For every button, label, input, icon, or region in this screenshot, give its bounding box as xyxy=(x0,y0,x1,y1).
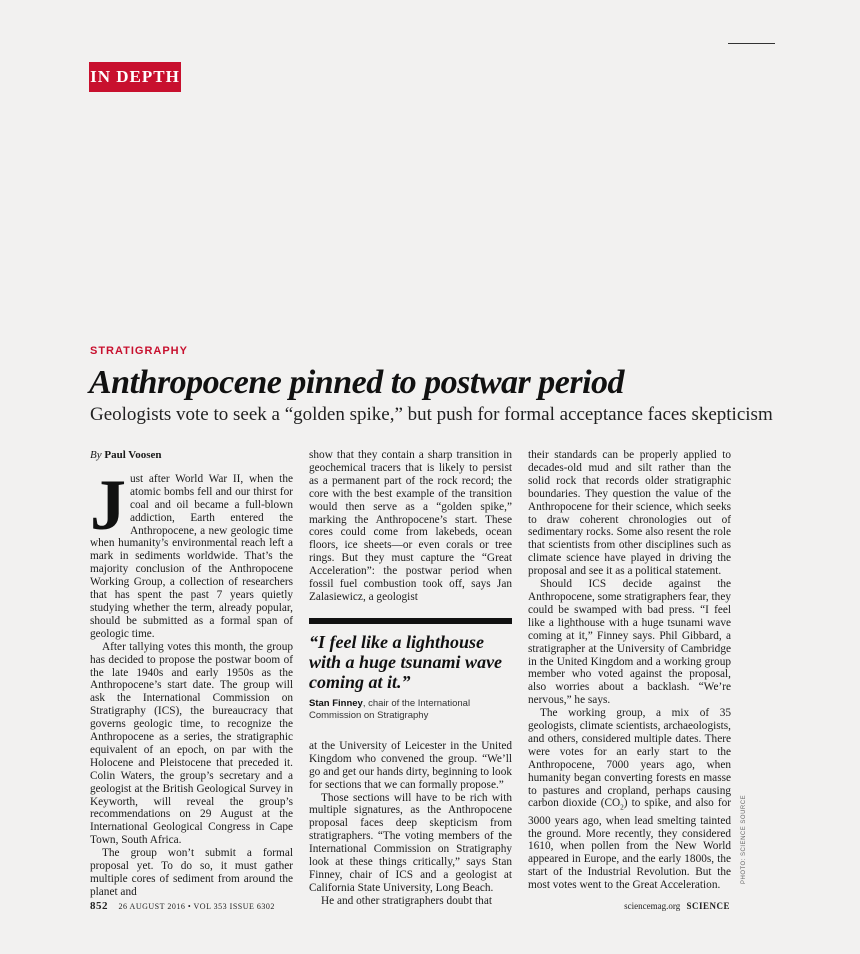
paragraph: He and other stratigraphers doubt that xyxy=(321,894,492,907)
paragraph: Those sections will have to be rich with multiple signatures, as the Anthropocene proposal faces deep skepticism from stratigraphers. “The voting members of the International Commission on Stratigraphy look at these things critically,” says Stan Finney, chair of ICS and a geologist at California State University, Long Beach. xyxy=(309,791,512,894)
paragraph: at the University of Leicester in the United Kingdom who convened the group. “We’ll go and get our hands dirty, beginning to look for sections that we can formally propose.” xyxy=(309,739,512,791)
paragraph: their standards can be properly applied to decades-old mud and silt rather than the solid rock that records older stratigraphic boundaries. They question the value of the Anthropocene for their science, which seeks to draw coherent chronologies out of sedimentary rocks. Some also resent the role that scientists from other disciplines such as climate science have played in driving the proposal and see it as a political statement. xyxy=(528,449,731,578)
issue-info: 26 AUGUST 2016 • VOL 353 ISSUE 6302 xyxy=(118,902,275,911)
section-label: STRATIGRAPHY xyxy=(90,345,188,357)
site-url: sciencemag.org xyxy=(624,901,681,911)
paragraph: Should ICS decide against the Anthropocene, some stratigraphers fear, they could be swamped with bad press. “I feel like a lighthouse with a huge tsunami wave coming at it,” Finney says. Phil Gibbard, a stratigrapher at the University of Cambridge in the United Kingdom and a working group member who voted against the proposal, also worries about a backlash. “We’re nervous,” he says. xyxy=(528,578,731,707)
paragraph: Just after World War II, when the atomic bombs fell and our thirst for coal and oil became a full-blown addiction, Earth entered the Anthropocene, a new geologic time when humanity’s environmental reach left a mark in sediments worldwide. That’s the majority conclusion of the Anthropocene Working Group, a collection of researchers that has spent the past 7 years quietly studying whether the term, already popular, should be submitted as a formal span of geologic time. xyxy=(90,464,293,640)
quote-role: , chair of the International Commission on Stratigraphy xyxy=(309,697,471,721)
column-2 xyxy=(309,449,512,908)
paragraph: After tallying votes this month, the group has decided to propose the postwar boom of the late 1940s and early 1950s as the Anthropocene’s start date. The group will ask the International Commission on Stratigraphy (ICS), the bureaucracy that governs geologic time, to recognize the Anthropocene as a series, the stratigraphic equivalent of an epoch, on par with the Holocene and Pleistocene that preceded it. Colin Waters, the group’s secretary and a geologist at the British Geological Survey in Keyworth, will reveal the group’s recommendations on 29 August at the International Geological Congress in Cape Town, South Africa. xyxy=(90,640,293,847)
photo-credit: PHOTO: SCIENCE SOURCE xyxy=(741,794,747,884)
journal-name: SCIENCE xyxy=(686,901,730,911)
byline xyxy=(90,449,293,462)
footer-right xyxy=(624,901,730,911)
top-rule xyxy=(728,43,775,44)
quote-name: Stan Finney xyxy=(309,697,363,709)
author-name: Paul Voosen xyxy=(104,449,162,461)
pull-quote: “I feel like a lighthouse with a huge tsunami wave coming at it.” xyxy=(309,631,503,692)
footer-left xyxy=(90,900,275,912)
pull-quote-attribution xyxy=(309,698,512,722)
paragraph: show that they contain a sharp transition in geochemical tracers that is likely to persist as a permanent part of the rock record; the core with the best example of the transition would then serve as a “golden spike,” marking the Anthropocene’s start. These cores could come from lakebeds, ocean floors, ice sheets—or even corals or tree rings. But they must capture the “Great Acceleration”: the postwar period when fossil fuel combustion took off, says Jan Zalasiewicz, a geologist xyxy=(309,449,512,603)
paragraph: The working group, a mix of 35 geologists, climate scientists, archaeologists, and others, considered multiple dates. There were votes for an early start to the Anthropocene, 7000 years ago, when humanity began converting forests en masse to pastures and cropland, perhaps causing carbon dioxide $(CO_2)$ to spike, and also for 3000 years ago, when lead smelting tainted the ground. More recently, they considered 1610, when pollen from the New World appeared in Europe, and the early 1800s, the start of the Industrial Revolution. But the most votes went to the Great Acceleration. xyxy=(528,707,731,892)
byline-prefix: By xyxy=(90,449,102,461)
article-title: Anthropocene pinned to postwar period xyxy=(89,364,625,401)
page-number: 852 xyxy=(90,900,108,912)
drop-cap: J xyxy=(90,464,126,545)
column-1 xyxy=(90,449,293,899)
article-subtitle: Geologists vote to seek a “golden spike,” but push for formal acceptance faces skepticism xyxy=(90,404,773,425)
column-3 xyxy=(528,449,731,892)
paragraph: The group won’t submit a formal proposal yet. To do so, it must gather multiple cores of sediment from around the planet and xyxy=(90,847,293,898)
in-depth-badge: IN DEPTH xyxy=(89,62,181,92)
pull-quote-rule xyxy=(309,618,512,624)
